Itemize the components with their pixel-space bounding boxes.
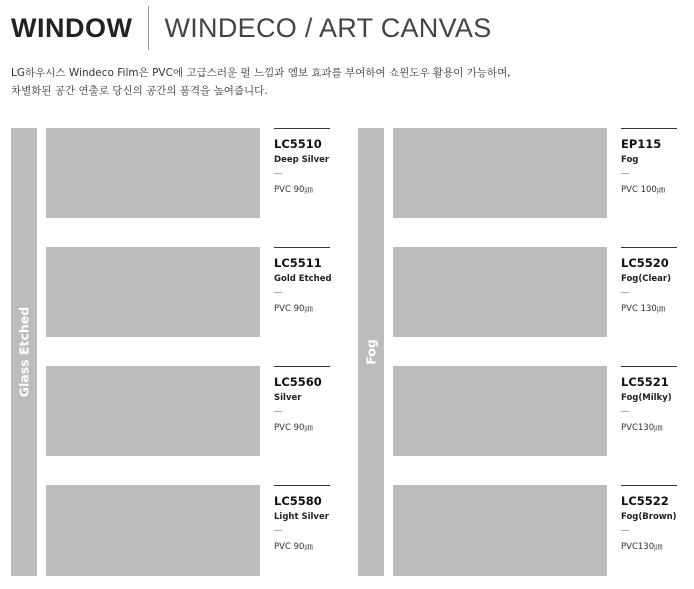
film-swatch — [46, 366, 260, 456]
intro-line: LG하우시스 Windeco Film은 PVC에 고급스러운 펄 느낌과 엠보 효과를 부여하여 쇼윈도우 활용이 가능하며, — [11, 67, 511, 79]
intro-line: 차별화된 공간 연출로 당신의 공간의 품격을 높여줍니다. — [11, 85, 268, 97]
category-label: Fog — [363, 339, 379, 365]
info-rule — [621, 485, 677, 486]
info-rule — [274, 485, 330, 486]
product-info — [274, 128, 330, 195]
product-spec: PVC 90㎛ — [274, 542, 313, 552]
info-dash — [621, 530, 629, 531]
product-name: Gold Etched — [274, 274, 332, 284]
info-dash — [621, 173, 629, 174]
product-spec: PVC 130㎛ — [621, 304, 666, 314]
film-swatch — [46, 485, 260, 576]
product-code: LC5521 — [621, 375, 669, 389]
product-spec: PVC 90㎛ — [274, 185, 313, 195]
product-name: Fog(Milky) — [621, 393, 672, 403]
product-info — [621, 485, 677, 552]
film-swatch — [46, 247, 260, 337]
product-code: LC5511 — [274, 256, 322, 270]
film-swatch — [393, 366, 607, 456]
film-swatch — [393, 485, 607, 576]
category-label: Glass Etched — [16, 306, 32, 398]
category-bar — [11, 128, 37, 576]
title-divider — [148, 6, 149, 50]
info-dash — [274, 530, 282, 531]
product-info — [621, 128, 677, 195]
product-info — [621, 366, 677, 433]
info-dash — [274, 292, 282, 293]
product-info — [274, 366, 330, 433]
info-dash — [274, 173, 282, 174]
product-name: Fog — [621, 155, 639, 165]
page-title: WINDOW — [11, 12, 133, 43]
page-header — [11, 6, 492, 50]
product-name: Fog(Brown) — [621, 512, 677, 522]
info-rule — [274, 247, 330, 248]
product-spec: PVC130㎛ — [621, 423, 663, 433]
film-swatch — [393, 247, 607, 337]
product-spec: PVC 100㎛ — [621, 185, 666, 195]
product-code: LC5560 — [274, 375, 322, 389]
info-rule — [274, 366, 330, 367]
product-name: Deep Silver — [274, 155, 330, 165]
info-dash — [621, 411, 629, 412]
product-spec: PVC 90㎛ — [274, 423, 313, 433]
product-spec: PVC 90㎛ — [274, 304, 313, 314]
product-spec: PVC130㎛ — [621, 542, 663, 552]
info-rule — [621, 366, 677, 367]
intro-text — [11, 64, 671, 100]
product-code: LC5520 — [621, 256, 669, 270]
product-name: Fog(Clear) — [621, 274, 671, 284]
product-info — [274, 485, 330, 552]
info-dash — [274, 411, 282, 412]
product-info — [274, 247, 330, 314]
info-dash — [621, 292, 629, 293]
product-code: LC5580 — [274, 494, 322, 508]
product-name: Light Silver — [274, 512, 329, 522]
product-code: LC5522 — [621, 494, 669, 508]
info-rule — [621, 128, 677, 129]
info-rule — [274, 128, 330, 129]
product-code: LC5510 — [274, 137, 322, 151]
film-swatch — [393, 128, 607, 218]
page-subtitle: WINDECO / ART CANVAS — [164, 12, 492, 43]
category-bar — [358, 128, 384, 576]
product-info — [621, 247, 677, 314]
product-code: EP115 — [621, 137, 662, 151]
info-rule — [621, 247, 677, 248]
product-name: Silver — [274, 393, 302, 403]
film-swatch — [46, 128, 260, 218]
